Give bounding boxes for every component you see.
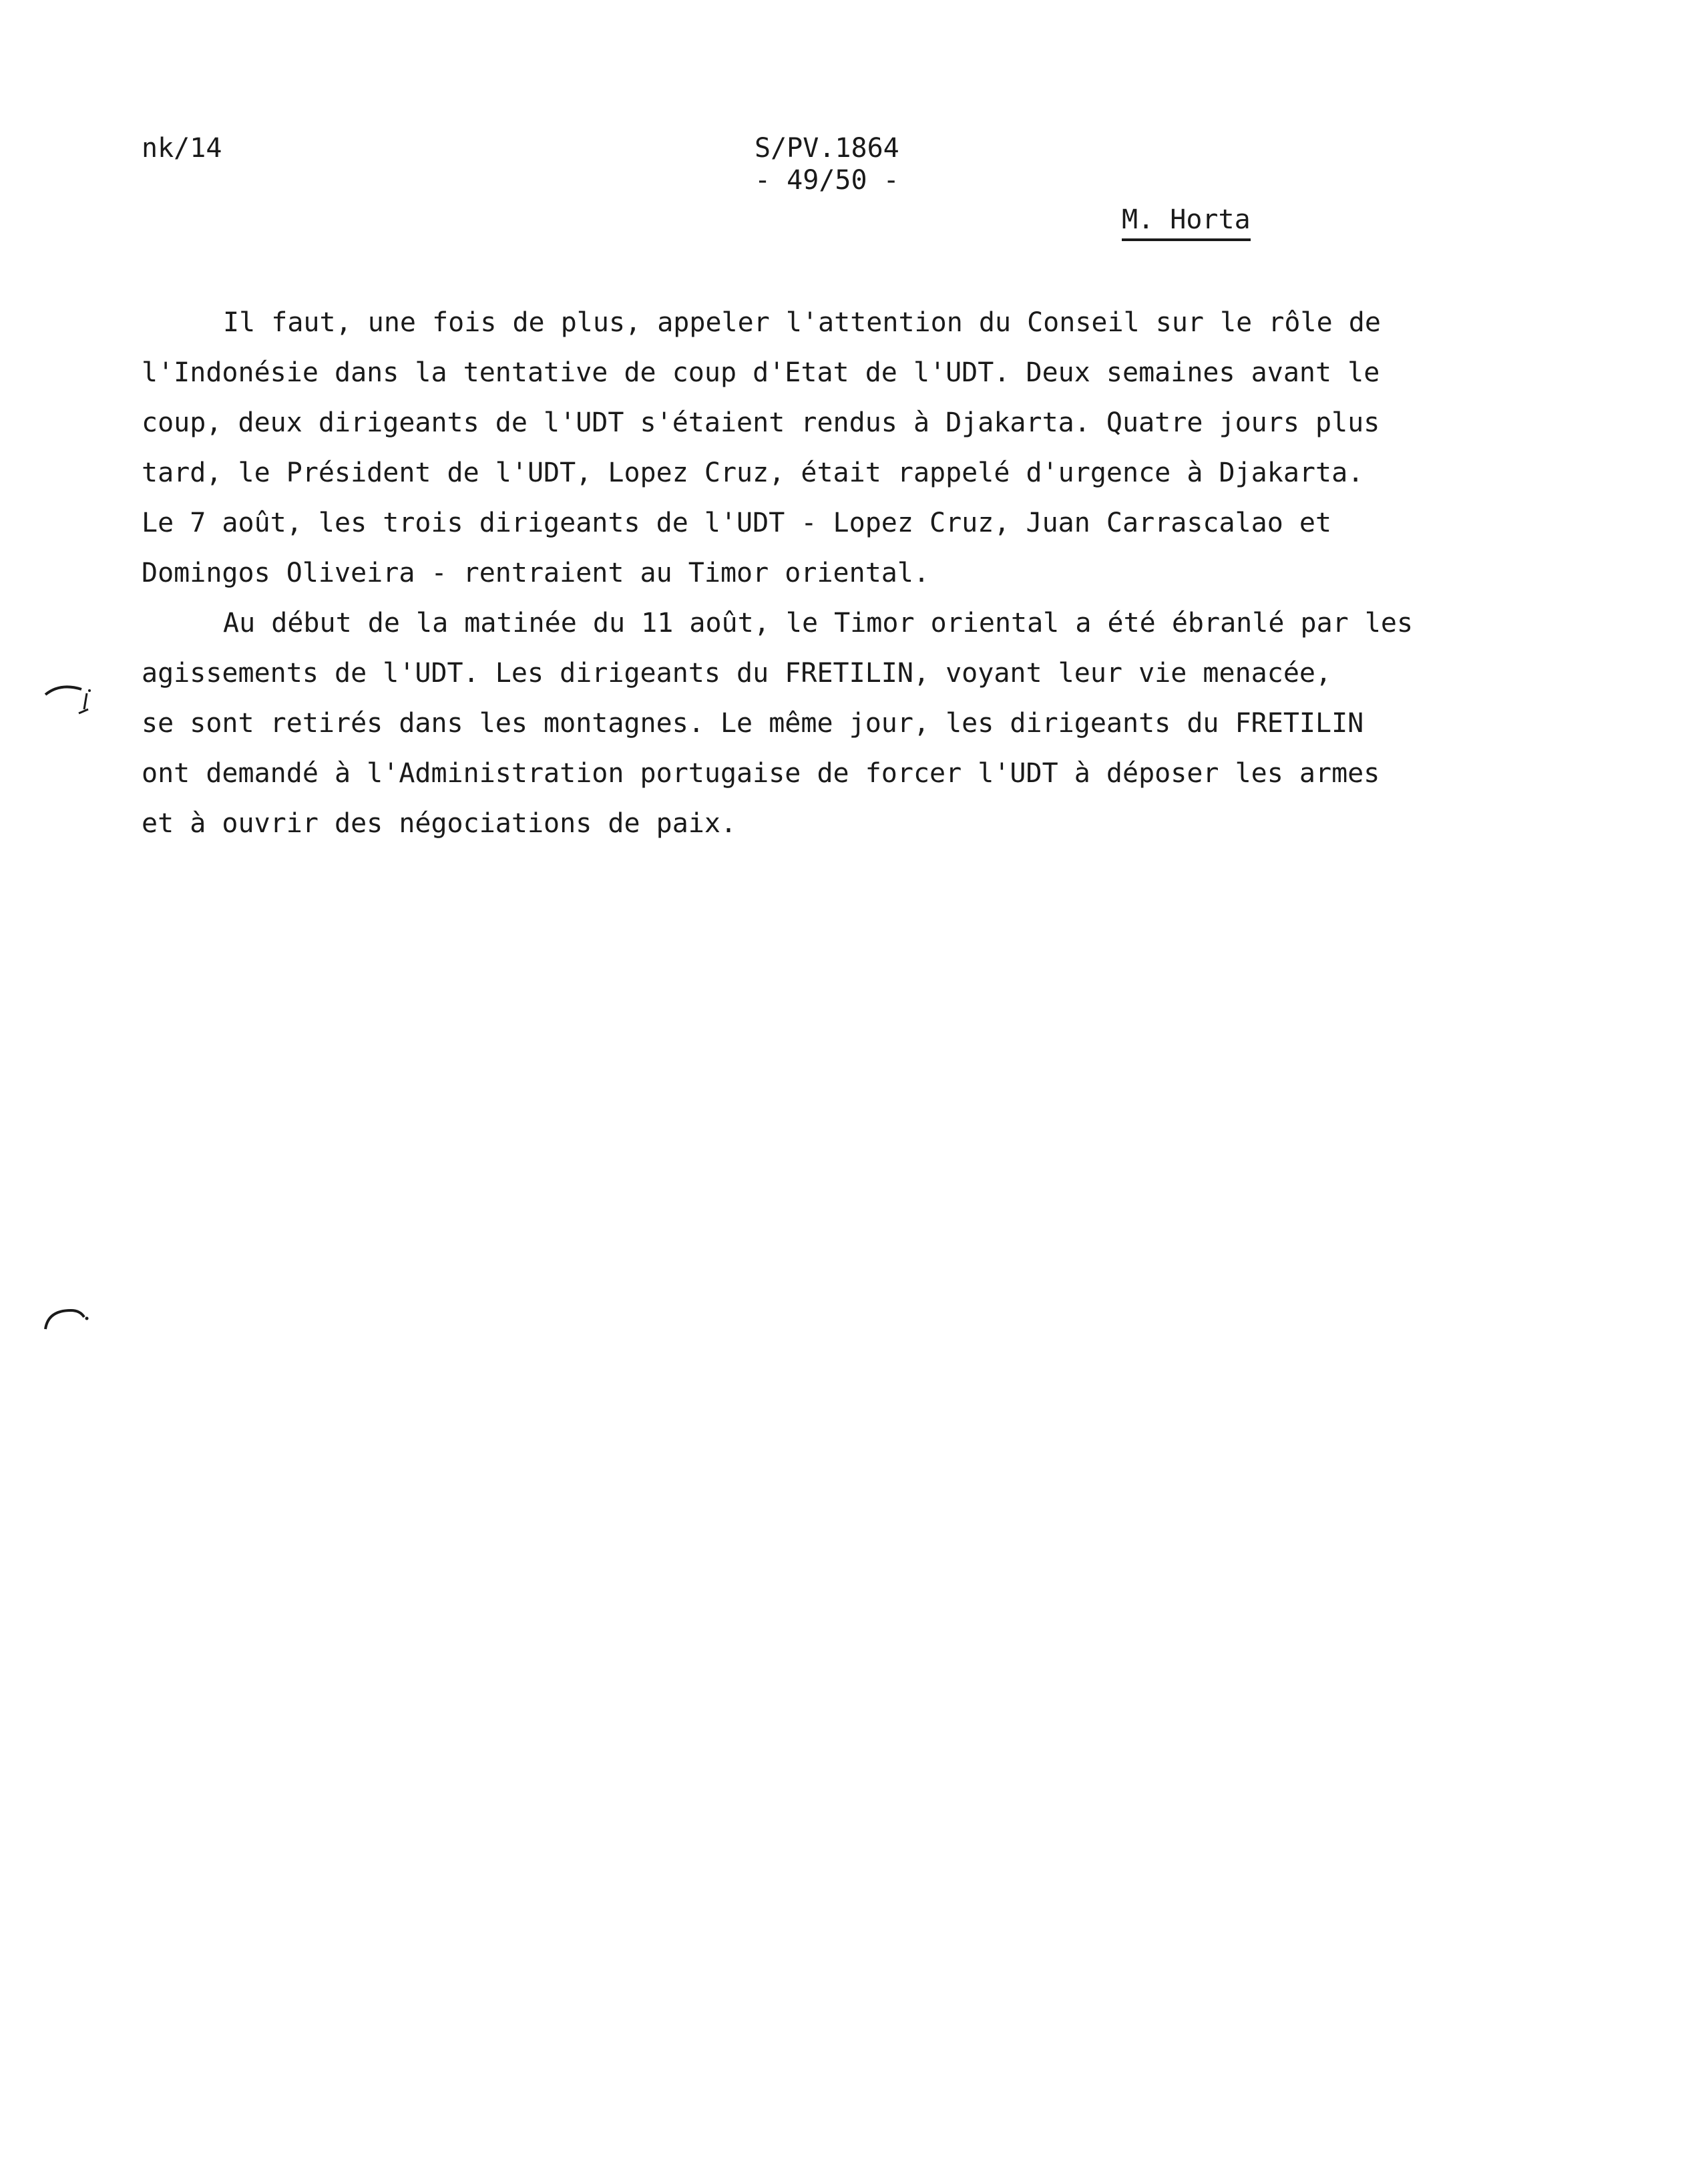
paragraph-line: et à ouvrir des négociations de paix.: [142, 808, 737, 839]
paragraph-line: Le 7 août, les trois dirigeants de l'UDT - Lopez Cruz, Juan Carrascalao et: [142, 508, 1332, 538]
paragraph-line: Domingos Oliveira - rentraient au Timor oriental.: [142, 558, 930, 588]
paragraph-line: ont demandé à l'Administration portugaise de forcer l'UDT à déposer les armes: [142, 758, 1380, 789]
speaker-name: M. Horta: [1122, 204, 1251, 241]
document-symbol: S/PV.1864: [755, 133, 899, 164]
reference-code: nk/14: [142, 133, 222, 164]
paragraph-line: tard, le Président de l'UDT, Lopez Cruz, était rappelé d'urgence à Djakarta.: [142, 458, 1364, 488]
paragraph-1: [142, 298, 1477, 598]
paragraph-line: Au début de la matinée du 11 août, le Timor oriental a été ébranlé par les: [223, 608, 1414, 639]
paragraph-line: coup, deux dirigeants de l'UDT s'étaient rendus à Djakarta. Quatre jours plus: [142, 407, 1380, 438]
binding-mark: [40, 1296, 100, 1342]
paragraph-2: [142, 598, 1477, 849]
page-number: - 49/50 -: [755, 165, 899, 196]
binding-mark: [40, 675, 114, 728]
paragraph-line: Il faut, une fois de plus, appeler l'attention du Conseil sur le rôle de: [223, 307, 1381, 338]
paragraph-line: se sont retirés dans les montagnes. Le même jour, les dirigeants du FRETILIN: [142, 708, 1364, 739]
paragraph-line: l'Indonésie dans la tentative de coup d'Etat de l'UDT. Deux semaines avant le: [142, 357, 1380, 388]
paragraph-line: agissements de l'UDT. Les dirigeants du FRETILIN, voyant leur vie menacée,: [142, 658, 1332, 689]
body-text: [142, 298, 1477, 849]
